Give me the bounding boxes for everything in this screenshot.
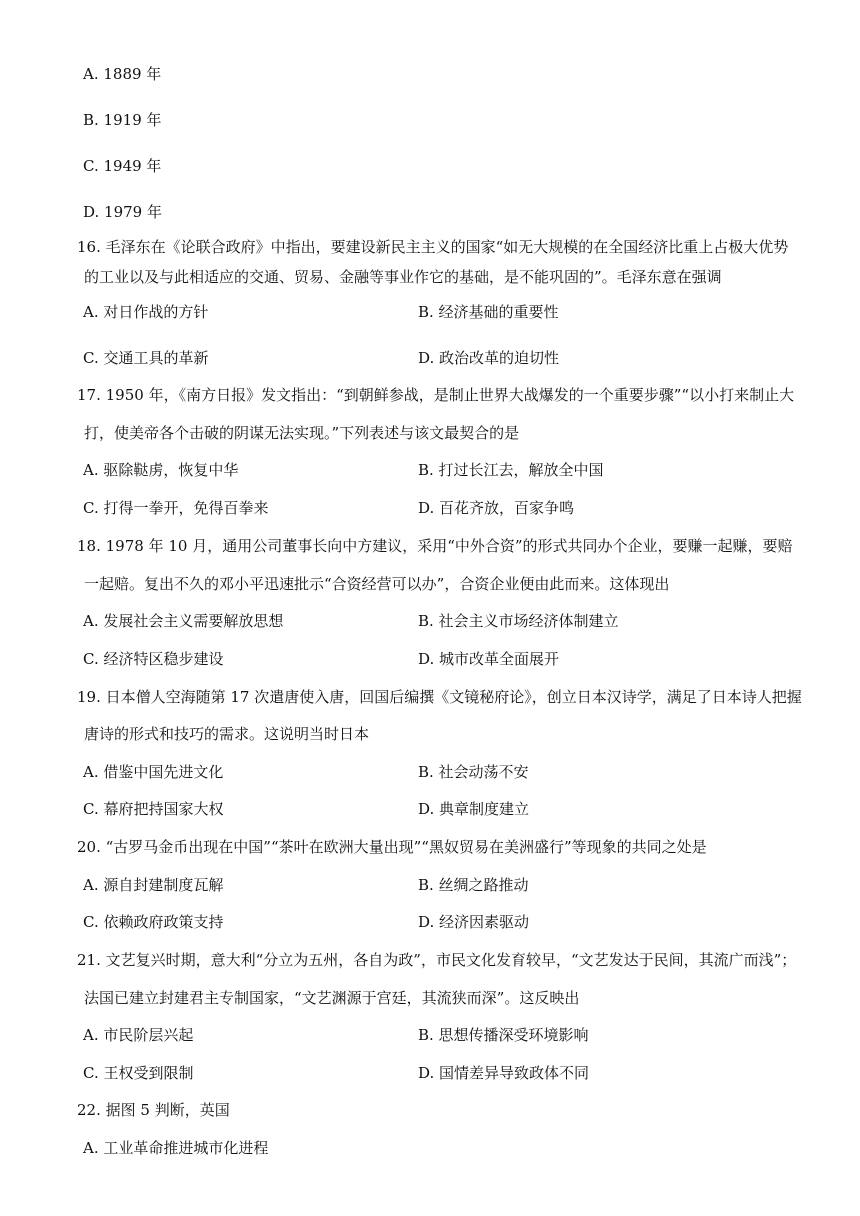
question-18-option-b: B. 社会主义市场经济体制建立: [418, 612, 619, 630]
question-18-option-a: A. 发展社会主义需要解放思想: [83, 612, 284, 630]
question-16-option-c: C. 交通工具的革新: [83, 349, 209, 367]
question-17-stem-line-2: 打，使美帝各个击破的阴谋无法实现。”下列表述与该文最契合的是: [84, 424, 520, 442]
question-21-stem-line-1: 21. 文艺复兴时期，意大利“分立为五州，各自为政”，市民文化发育较早，“文艺发达于民间，其流广而浅”；: [77, 951, 797, 969]
question-22-option-a: A. 工业革命推进城市化进程: [83, 1139, 269, 1157]
question-20-option-b: B. 丝绸之路推动: [418, 876, 529, 894]
question-19-option-d: D. 典章制度建立: [418, 800, 530, 818]
option-prev-d: D. 1979 年: [83, 203, 162, 221]
question-17-option-c: C. 打得一拳开，免得百拳来: [83, 499, 269, 517]
question-16-option-b: B. 经济基础的重要性: [418, 303, 559, 321]
question-20-option-a: A. 源自封建制度瓦解: [83, 876, 224, 894]
question-16-stem-line-2: 的工业以及与此相适应的交通、贸易、金融等事业作它的基础，是不能巩固的”。毛泽东意在强调: [84, 268, 722, 286]
question-18-option-d: D. 城市改革全面展开: [418, 650, 560, 668]
question-19-option-b: B. 社会动荡不安: [418, 763, 529, 781]
question-20-stem-line-1: 20. “古罗马金币出现在中国”“茶叶在欧洲大量出现”“黑奴贸易在美洲盛行”等现象的共同之处是: [77, 838, 707, 856]
question-18-option-c: C. 经济特区稳步建设: [83, 650, 224, 668]
question-19-stem-line-2: 唐诗的形式和技巧的需求。这说明当时日本: [84, 725, 370, 743]
question-22-stem-line-1: 22. 据图 5 判断，英国: [77, 1101, 230, 1119]
question-16-option-d: D. 政治改革的迫切性: [418, 349, 560, 367]
option-prev-a: A. 1889 年: [83, 65, 162, 83]
question-18-stem-line-2: 一起赔。复出不久的邓小平迅速批示“合资经营可以办”，合资企业便由此而来。这体现出: [84, 575, 670, 593]
question-19-option-c: C. 幕府把持国家大权: [83, 800, 224, 818]
question-18-stem-line-1: 18. 1978 年 10 月，通用公司董事长向中方建议，采用“中外合资”的形式共同办个企业，要赚一起赚，要赔: [77, 537, 793, 555]
question-17-option-d: D. 百花齐放，百家争鸣: [418, 499, 575, 517]
question-17-option-a: A. 驱除鞑虏，恢复中华: [83, 461, 239, 479]
question-21-option-a: A. 市民阶层兴起: [83, 1026, 194, 1044]
question-19-option-a: A. 借鉴中国先进文化: [83, 763, 224, 781]
option-prev-b: B. 1919 年: [83, 111, 162, 129]
option-prev-c: C. 1949 年: [83, 157, 162, 175]
question-17-option-b: B. 打过长江去，解放全中国: [418, 461, 604, 479]
question-21-option-c: C. 王权受到限制: [83, 1064, 194, 1082]
question-17-stem-line-1: 17. 1950 年，《南方日报》发文指出：“到朝鲜参战，是制止世界大战爆发的一个重要步骤”“以小打来制止大: [77, 386, 795, 404]
question-21-option-d: D. 国情差异导致政体不同: [418, 1064, 590, 1082]
question-21-option-b: B. 思想传播深受环境影响: [418, 1026, 589, 1044]
question-21-stem-line-2: 法国已建立封建君主专制国家，“文艺渊源于宫廷，其流狭而深”。这反映出: [84, 989, 580, 1007]
question-19-stem-line-1: 19. 日本僧人空海随第 17 次遣唐使入唐，回国后编撰《文镜秘府论》，创立日本汉诗学，满足了日本诗人把握: [77, 688, 802, 706]
question-20-option-c: C. 依赖政府政策支持: [83, 913, 224, 931]
question-20-option-d: D. 经济因素驱动: [418, 913, 530, 931]
question-16-stem-line-1: 16. 毛泽东在《论联合政府》中指出，要建设新民主主义的国家“如无大规模的在全国经济比重上占极大优势: [77, 238, 789, 256]
question-16-option-a: A. 对日作战的方针: [83, 303, 209, 321]
